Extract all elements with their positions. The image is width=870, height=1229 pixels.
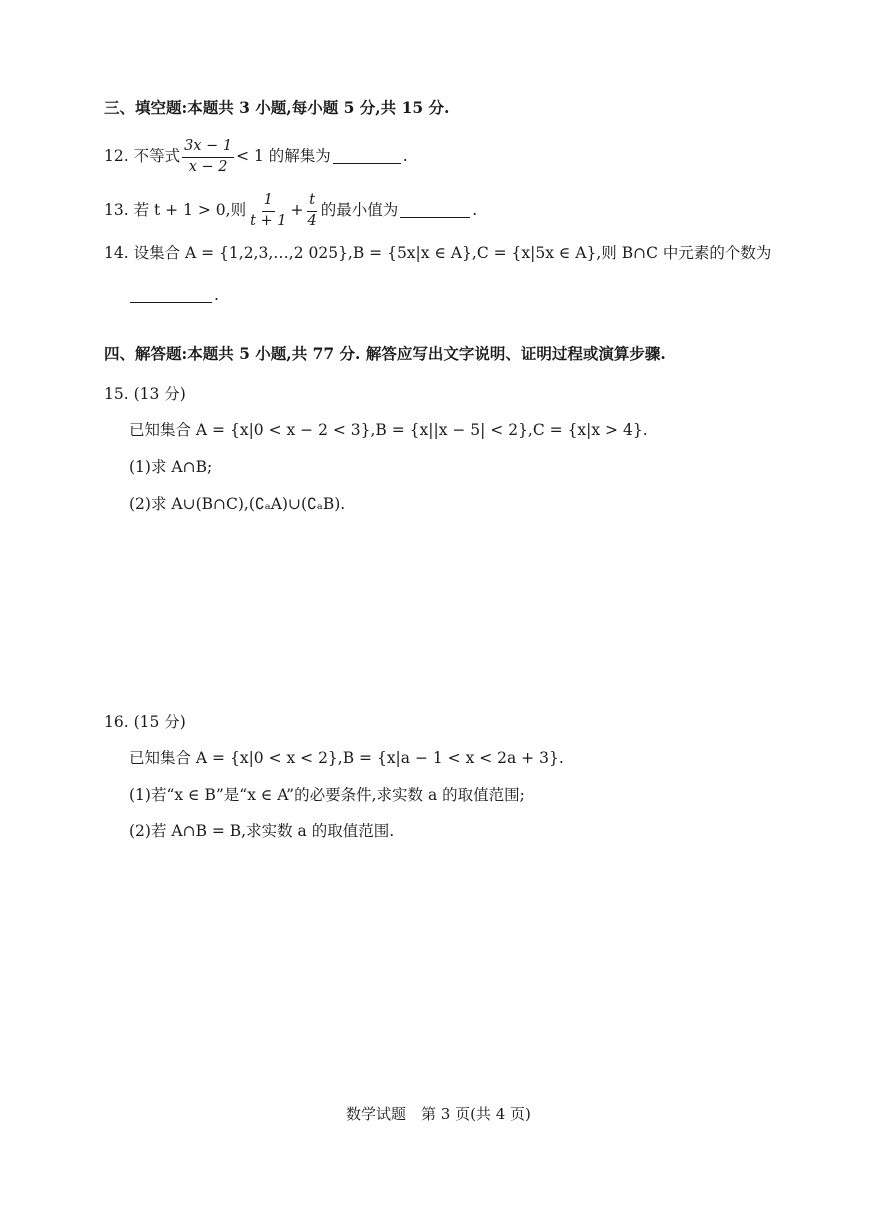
q13-prefix: 13. 若 t + 1 > 0,则 — [104, 201, 247, 220]
q16-part-2-text: (2)若 A∩B = B,求实数 a 的取值范围. — [129, 822, 395, 840]
q13-fraction-2-denominator: 4 — [307, 212, 317, 229]
question-15-stem — [129, 423, 648, 439]
question-15-part-1 — [129, 460, 212, 476]
q13-fraction-2 — [306, 193, 319, 228]
q14-text: 14. 设集合 A = {1,2,3,…,2 025},B = {5x|x ∈ A},C = {x|5x ∈ A},则 B∩C 中元素的个数为 — [104, 244, 772, 262]
question-14 — [104, 246, 771, 262]
question-14-answer-line — [128, 288, 219, 304]
q13-fraction-2-numerator: t — [307, 193, 317, 211]
q16-header-text: 16. (15 分) — [104, 713, 186, 731]
page-footer-text: 数学试题 第 3 页(共 4 页) — [346, 1105, 531, 1123]
q13-answer-blank[interactable] — [400, 216, 470, 218]
page-footer — [346, 1107, 531, 1122]
q13-fraction-1-denominator: t + 1 — [250, 212, 287, 229]
q12-after-fraction: < 1 的解集为 — [236, 147, 331, 166]
question-16-part-1 — [129, 788, 525, 804]
section-3-heading-text: 三、填空题:本题共 3 小题,每小题 5 分,共 15 分. — [104, 98, 450, 117]
q15-part-1-text: (1)求 A∩B; — [129, 458, 213, 476]
q15-header-text: 15. (13 分) — [104, 385, 186, 403]
q12-fraction — [182, 139, 234, 174]
question-15-part-2 — [129, 497, 345, 513]
q13-fraction-1 — [248, 193, 288, 228]
question-16-header — [104, 715, 186, 731]
section-3-heading — [104, 100, 449, 116]
q13-fraction-1-numerator: 1 — [262, 193, 275, 211]
q15-stem-text: 已知集合 A = {x|0 < x − 2 < 3},B = {x||x − 5| < 2},C = {x|x > 4}. — [129, 421, 648, 439]
question-16-stem — [129, 751, 564, 767]
q12-fraction-numerator: 3x − 1 — [182, 139, 234, 157]
question-16-part-2 — [129, 824, 394, 840]
question-12 — [104, 140, 408, 174]
q12-period: . — [402, 147, 408, 166]
q12-answer-blank[interactable] — [333, 162, 401, 164]
q16-part-1-text: (1)若“x ∈ B”是“x ∈ A”的必要条件,求实数 a 的取值范围; — [129, 786, 525, 804]
q12-prefix: 12. 不等式 — [104, 147, 181, 166]
q13-after-fraction: 的最小值为 — [320, 201, 399, 220]
q14-answer-blank[interactable] — [130, 301, 212, 303]
q13-plus: + — [290, 201, 304, 220]
q15-part-2-text: (2)求 A∪(B∩C),(∁ₐA)∪(∁ₐB). — [129, 495, 346, 513]
q12-fraction-denominator: x − 2 — [188, 158, 228, 175]
q16-stem-text: 已知集合 A = {x|0 < x < 2},B = {x|a − 1 < x < 2a + 3}. — [129, 749, 564, 767]
q13-period: . — [472, 201, 478, 220]
question-15-header — [104, 387, 186, 403]
q14-period: . — [214, 286, 219, 304]
section-4-heading-text: 四、解答题:本题共 5 小题,共 77 分. 解答应写出文字说明、证明过程或演算步骤. — [104, 344, 666, 363]
question-13 — [104, 193, 477, 229]
section-4-heading — [104, 346, 666, 362]
